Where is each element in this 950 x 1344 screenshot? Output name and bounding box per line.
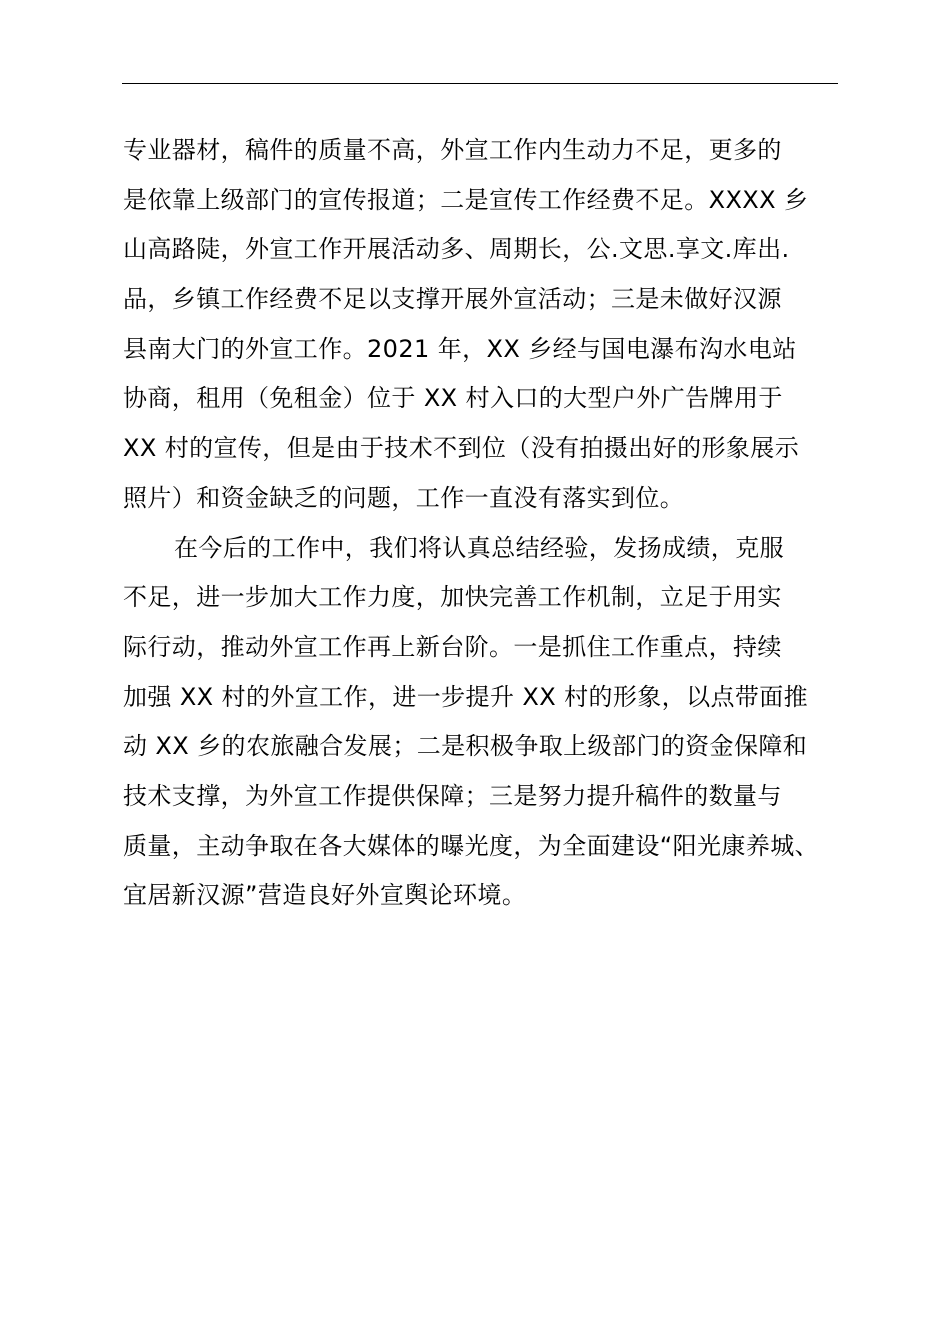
- paragraph-2: [123, 524, 839, 922]
- text-line: 照片）和资金缺乏的问题，工作一直没有落实到位。: [123, 483, 685, 512]
- text-line: 动 XX 乡的农旅融合发展；二是积极争取上级部门的资金保障和: [123, 732, 808, 761]
- text-line: 是依靠上级部门的宣传报道；二是宣传工作经费不足。XXXX 乡: [123, 185, 809, 214]
- text-line: 质量，主动争取在各大媒体的曝光度，为全面建设“阳光康养城、: [123, 831, 820, 860]
- text-line: 县南大门的外宣工作。2021 年，XX 乡经与国电瀑布沟水电站: [123, 334, 797, 363]
- header-rule: [122, 83, 838, 84]
- paragraph-1: [123, 126, 839, 524]
- text-line: 在今后的工作中，我们将认真总结经验，发扬成绩，克服: [174, 533, 784, 562]
- text-line: 宜居新汉源”营造良好外宣舆论环境。: [123, 881, 527, 910]
- text-line: 专业器材，稿件的质量不高，外宣工作内生动力不足，更多的: [123, 136, 782, 164]
- text-line: 协商，租用（免租金）位于 XX 村入口的大型户外广告牌用于: [123, 384, 783, 413]
- text-line: 不足，进一步加大工作力度，加快完善工作机制，立足于用实: [123, 583, 782, 612]
- text-line: 际行动，推动外宣工作再上新台阶。一是抓住工作重点，持续: [123, 632, 782, 661]
- text-line: 品，乡镇工作经费不足以支撑开展外宣活动；三是未做好汉源: [123, 285, 782, 314]
- text-line: 技术支撑，为外宣工作提供保障；三是努力提升稿件的数量与: [123, 781, 782, 810]
- document-body: [123, 126, 839, 921]
- text-line: 山高路陡，外宣工作开展活动多、周期长，公.文思.享文.库出.: [123, 235, 790, 264]
- text-line: 加强 XX 村的外宣工作，进一步提升 XX 村的形象，以点带面推: [123, 682, 809, 711]
- text-line: XX 村的宣传，但是由于技术不到位（没有拍摄出好的形象展示: [123, 434, 800, 463]
